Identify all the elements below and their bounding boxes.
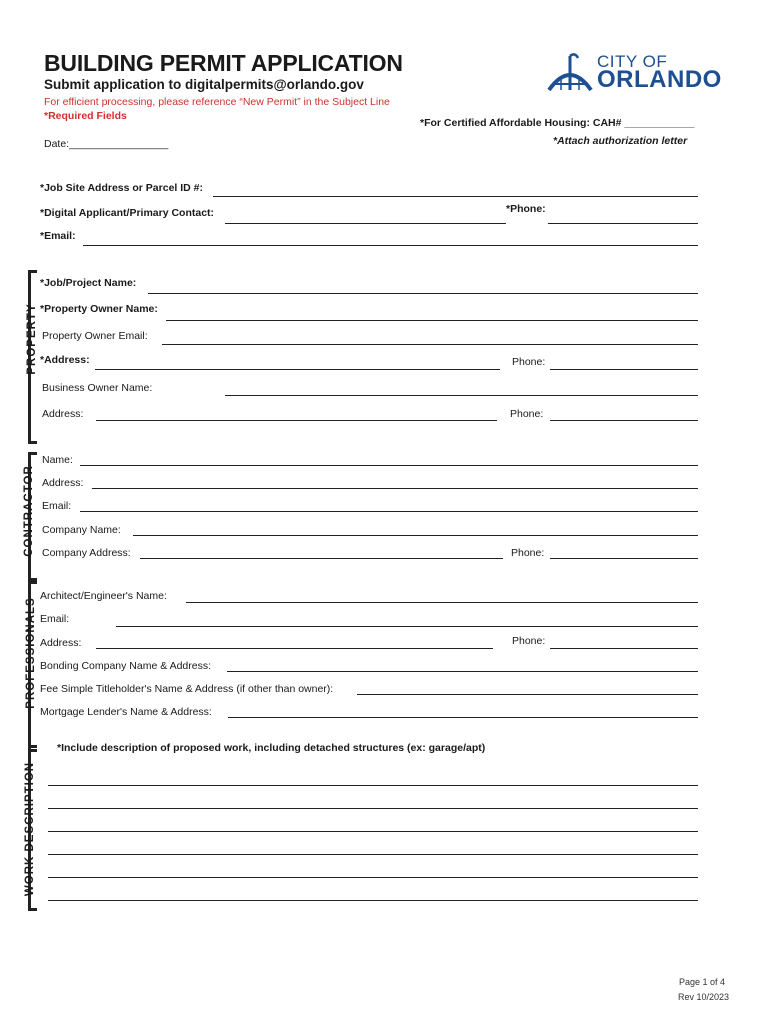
contractor-section-label: CONTRACTOR xyxy=(23,465,35,557)
contractor-email-input[interactable] xyxy=(80,511,698,512)
job-site-label: *Job Site Address or Parcel ID #: xyxy=(40,182,204,194)
work-description-line-1[interactable] xyxy=(48,785,698,786)
work-description-line-4[interactable] xyxy=(48,854,698,855)
submit-instruction: Submit application to digitalpermits@orlando.gov xyxy=(44,77,364,92)
work-description-label: *Include description of proposed work, including detached structures (ex: garage/apt) xyxy=(57,742,486,754)
company-name-label: Company Name: xyxy=(42,524,121,536)
contractor-email-label: Email: xyxy=(42,500,72,512)
mortgage-lender-label: Mortgage Lender's Name & Address: xyxy=(40,706,212,718)
professional-email-label: Email: xyxy=(40,613,70,625)
property-owner-email-label: Property Owner Email: xyxy=(42,330,148,342)
bonding-company-label: Bonding Company Name & Address: xyxy=(40,660,212,672)
job-project-name-label: *Job/Project Name: xyxy=(40,277,137,289)
work-description-section-label: WORK DESCRIPTION xyxy=(24,761,36,897)
architect-name-label: Architect/Engineer's Name: xyxy=(40,590,167,602)
business-owner-name-input[interactable] xyxy=(225,395,698,396)
logo-orlando-text: ORLANDO xyxy=(597,66,722,93)
business-phone-input[interactable] xyxy=(550,420,698,421)
professional-address-label: Address: xyxy=(40,637,82,649)
property-owner-name-label: *Property Owner Name: xyxy=(40,303,158,315)
applicant-phone-input[interactable] xyxy=(548,223,698,224)
contractor-name-label: Name: xyxy=(42,454,73,466)
business-address-label: Address: xyxy=(42,408,84,420)
job-site-input[interactable] xyxy=(213,196,698,197)
email-input[interactable] xyxy=(83,245,698,246)
property-owner-email-input[interactable] xyxy=(162,344,698,345)
contractor-address-input[interactable] xyxy=(92,488,698,489)
contractor-phone-label: Phone: xyxy=(511,547,545,559)
property-phone-input[interactable] xyxy=(550,369,698,370)
job-project-name-input[interactable] xyxy=(148,293,698,294)
email-label: *Email: xyxy=(40,230,76,242)
required-note: *Required Fields xyxy=(44,110,127,122)
contractor-phone-input[interactable] xyxy=(550,558,698,559)
company-name-input[interactable] xyxy=(133,535,698,536)
professionals-section-label: PROFESSIONALS xyxy=(25,597,37,709)
date-field[interactable]: Date:_________________ xyxy=(44,138,169,150)
business-phone-label: Phone: xyxy=(510,408,544,420)
fee-simple-titleholder-label: Fee Simple Titleholder's Name & Address (if other than owner): xyxy=(40,683,334,695)
contractor-name-input[interactable] xyxy=(80,465,698,466)
bonding-company-input[interactable] xyxy=(227,671,698,672)
professional-email-input[interactable] xyxy=(116,626,698,627)
page-number: Page 1 of 4 xyxy=(679,977,726,987)
work-description-line-6[interactable] xyxy=(48,900,698,901)
form-title: BUILDING PERMIT APPLICATION xyxy=(44,50,403,76)
attach-letter-note: *Attach authorization letter xyxy=(553,135,688,147)
property-owner-name-input[interactable] xyxy=(166,320,698,321)
work-description-line-2[interactable] xyxy=(48,808,698,809)
efficiency-note: For efficient processing, please reference “New Permit” in the Subject Line xyxy=(44,96,390,108)
company-address-label: Company Address: xyxy=(42,547,131,559)
property-phone-label: Phone: xyxy=(512,356,546,368)
fee-simple-titleholder-input[interactable] xyxy=(357,694,698,695)
mortgage-lender-input[interactable] xyxy=(228,717,698,718)
city-of-orlando-logo-icon xyxy=(545,50,595,92)
revision-date: Rev 10/2023 xyxy=(678,992,730,1002)
professional-address-input[interactable] xyxy=(96,648,493,649)
architect-name-input[interactable] xyxy=(186,602,698,603)
business-address-input[interactable] xyxy=(96,420,497,421)
logo-city-of-text: CITY OF xyxy=(597,52,668,71)
contractor-address-label: Address: xyxy=(42,477,84,489)
company-address-input[interactable] xyxy=(140,558,503,559)
professional-phone-input[interactable] xyxy=(550,648,698,649)
digital-applicant-label: *Digital Applicant/Primary Contact: xyxy=(40,207,215,219)
work-description-line-5[interactable] xyxy=(48,877,698,878)
property-address-input[interactable] xyxy=(95,369,500,370)
professional-phone-label: Phone: xyxy=(512,635,546,647)
property-address-label: *Address: xyxy=(40,354,90,366)
affordable-housing-label: *For Certified Affordable Housing: CAH# ____________ xyxy=(420,117,695,129)
business-owner-name-label: Business Owner Name: xyxy=(42,382,153,394)
applicant-phone-label: *Phone: xyxy=(506,203,546,215)
property-section-label: PROPERTY xyxy=(26,303,38,375)
work-description-line-3[interactable] xyxy=(48,831,698,832)
digital-applicant-input[interactable] xyxy=(225,223,506,224)
